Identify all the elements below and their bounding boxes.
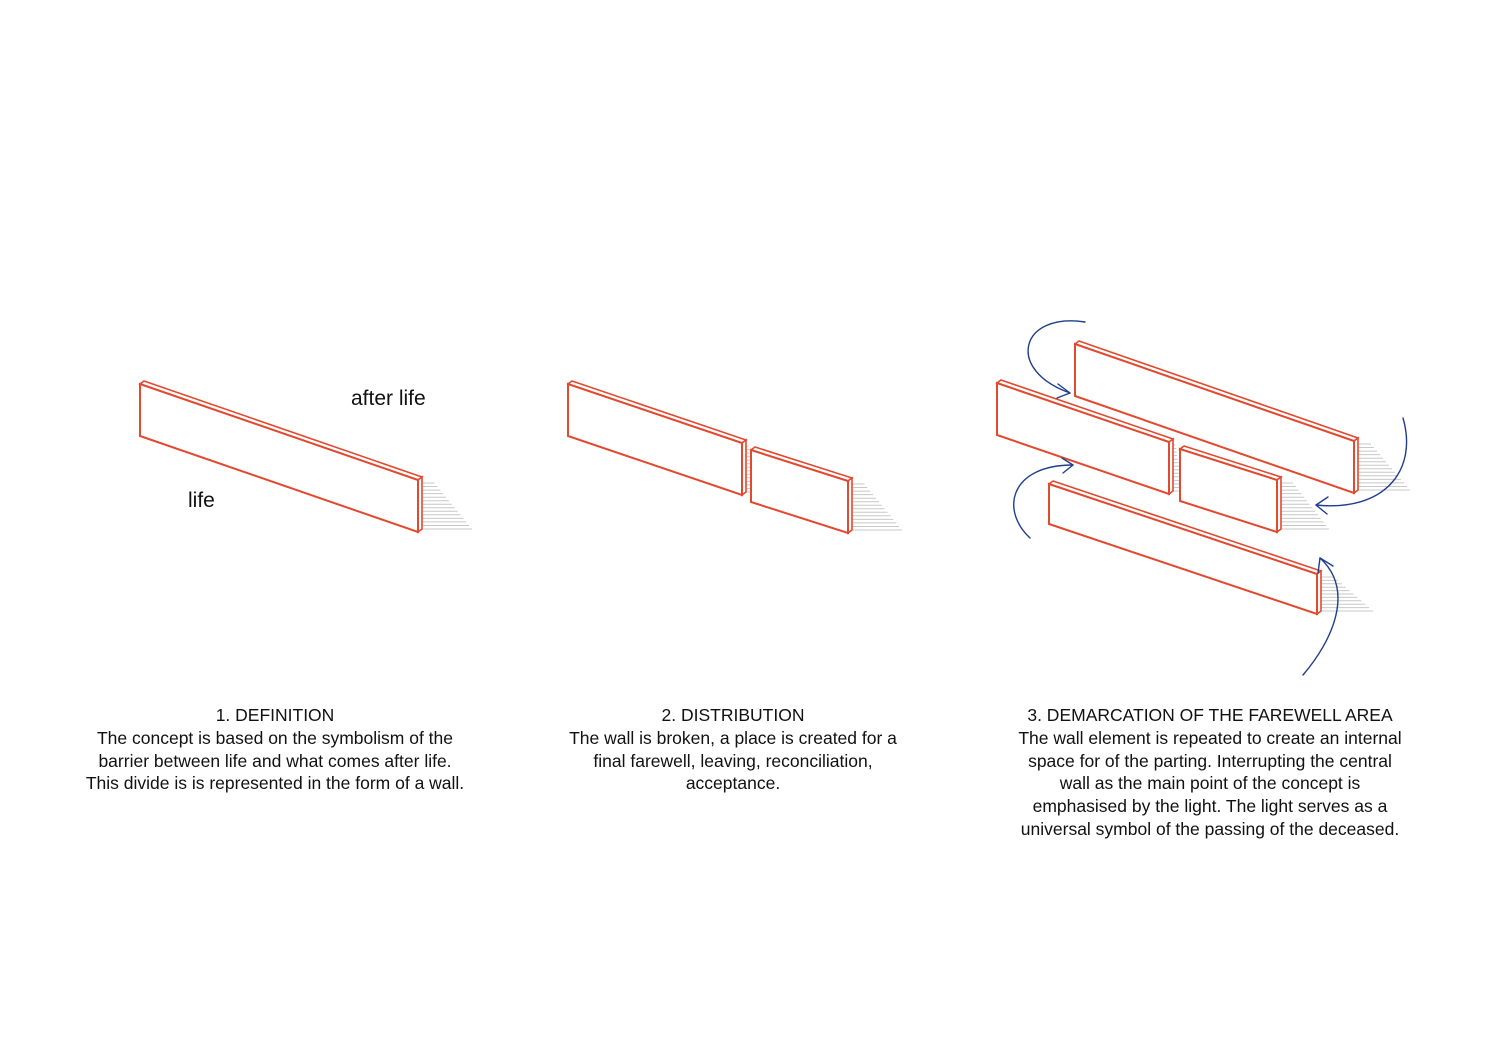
caption-demarcation	[960, 704, 1460, 841]
caption-definition	[40, 704, 510, 795]
caption-line: The wall is broken, a place is created for a	[569, 727, 897, 748]
wall-distribution-left	[568, 381, 746, 495]
caption-heading: 3. DEMARCATION OF THE FAREWELL AREA	[1027, 705, 1393, 725]
wall-distribution-right	[751, 447, 852, 533]
caption-line: universal symbol of the passing of the deceased.	[1020, 818, 1400, 839]
wall-shadow-hatch	[422, 483, 472, 529]
caption-line: The concept is based on the symbolism of the	[96, 727, 454, 748]
caption-heading: 1. DEFINITION	[215, 705, 335, 725]
caption-line: final farewell, leaving, reconciliation,	[593, 750, 873, 771]
after-life-label: after life	[351, 387, 426, 410]
caption-line: barrier between life and what comes after life.	[98, 750, 452, 771]
caption-heading: 2. DISTRIBUTION	[661, 705, 805, 725]
wall-front-face	[568, 384, 742, 495]
wall-shadow-hatch	[852, 484, 902, 530]
caption-line: space for of the parting. Interrupting the central	[1028, 750, 1392, 771]
caption-line: wall as the main point of the concept is	[1059, 773, 1361, 794]
wall-shadow-hatch	[1321, 577, 1373, 611]
caption-line: acceptance.	[685, 773, 781, 794]
life-label: life	[188, 489, 215, 512]
caption-line: The wall element is repeated to create an internal	[1018, 727, 1402, 748]
caption-line: emphasised by the light. The light serves as a	[1032, 796, 1388, 817]
caption-line: This divide is is represented in the form of a wall.	[85, 773, 465, 794]
caption-distribution	[503, 704, 963, 795]
